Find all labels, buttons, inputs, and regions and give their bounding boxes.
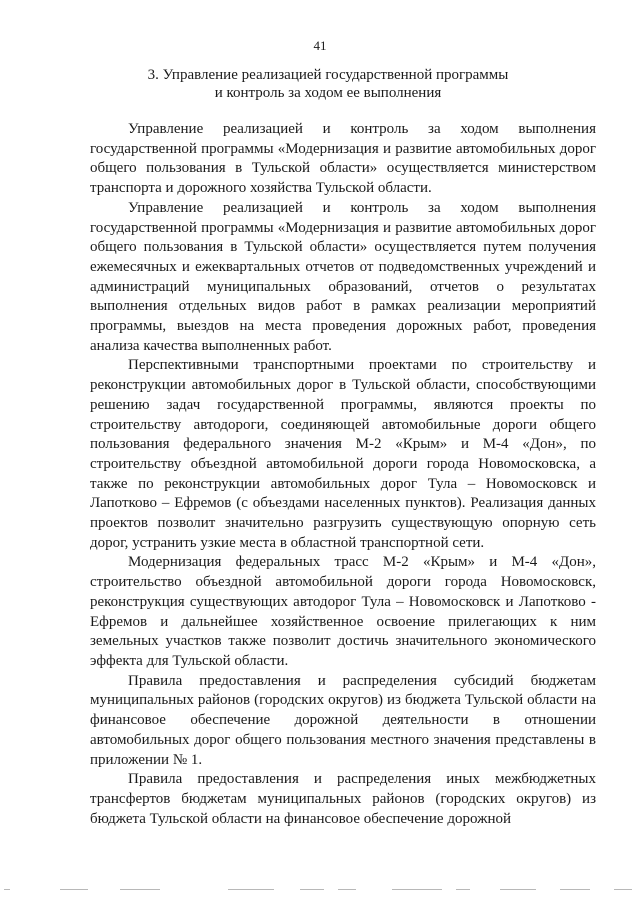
paragraph-reporting: Управление реализацией и контроль за ходом выполнения государственной программы «Модернизация и развитие автомобильных дорог общего пользования в Тульской области» осуществляется путем получения ежемесячных и ежеквартальных отчетов от подведомственных учреждений и администраций муниципальных образований, отчетов о результатах выполнения отдельных видов работ в рамках реализации мероприятий программы, выездов на места проведения дорожных работ, проведения анализа качества выполненных работ. [90, 199, 596, 354]
paragraph-subsidy-rules: Правила предоставления и распределения субсидий бюджетам муниципальных районов (городских округов) из бюджета Тульской области на финансовое обеспечение дорожной деятельности в отношении автомобильных дорог общего пользования местного значения представлены в приложении № 1. [90, 672, 596, 768]
paragraph-modernization: Модернизация федеральных трасс М-2 «Крым» и М-4 «Дон», строительство объездной автомобильной дороги города Новомосковск, реконструкция существующих автодорог Тула – Новомосковск и Лапотково - Ефремов и дальнейшее хозяйственное освоение прилегающих к ним земельных участков также позволит достичь значительного экономического эффекта для Тульской области. [90, 554, 596, 669]
document-body [90, 120, 596, 829]
section-heading-line-1: 3. Управление реализацией государственной программы [147, 67, 509, 83]
section-heading-line-2: и контроль за ходом ее выполнения [214, 85, 442, 101]
scan-bottom-edge-artifact [0, 886, 640, 894]
paragraph-transport-projects: Перспективными транспортными проектами по строительству и реконструкции автомобильных дорог в Тульской области, способствующими решению задач государственной программы, являются проекты по строительству автодороги, соединяющей автомобильные дороги общего пользования федерального значения М-2 «Крым» и М-4 «Дон», по строительству объездной автомобильной дороги города Новомосковска, а также по реконструкции автомобильных дорог Тула – Новомосковск и Лапотково – Ефремов (с объездами населенных пунктов). Реализация данных проектов позволит значительно разгрузить существующую опорную сеть дорог, устранить узкие места в областной транспортной сети. [90, 357, 596, 551]
section-heading [90, 66, 566, 102]
paragraph-transfer-rules: Правила предоставления и распределения иных межбюджетных трансфертов бюджетам муниципальных районов (городских округов) из бюджета Тульской области на финансовое обеспечение дорожной [90, 771, 596, 827]
paragraph-management: Управление реализацией и контроль за ходом выполнения государственной программы «Модернизация и развитие автомобильных дорог общего пользования в Тульской области» осуществляется министерством транспорта и дорожного хозяйства Тульской области. [90, 121, 596, 197]
page-number: 41 [313, 38, 327, 53]
